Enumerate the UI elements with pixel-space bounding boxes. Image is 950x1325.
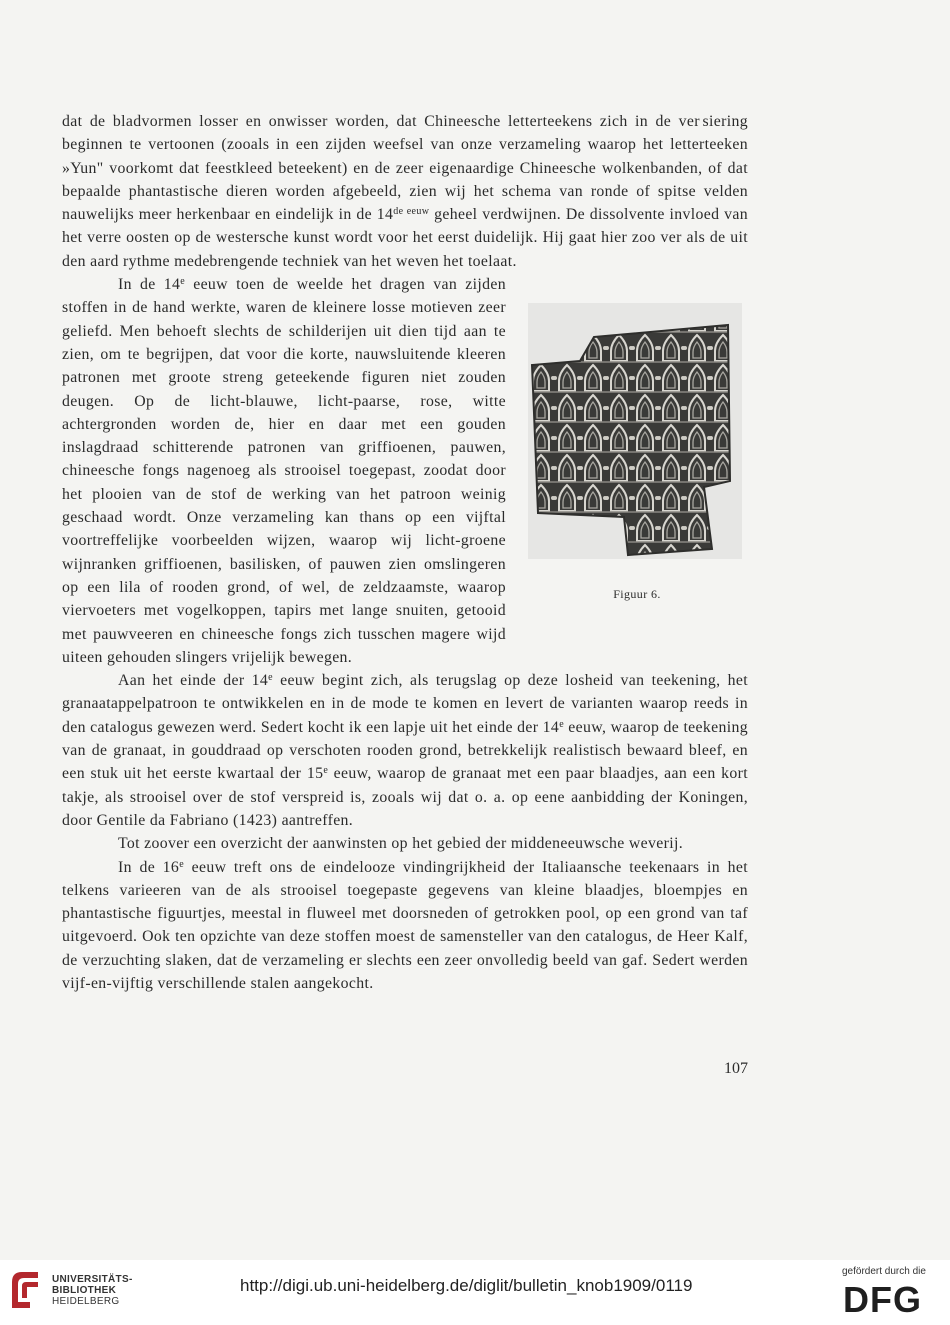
paragraph-3: Aan het einde der 14e eeuw begint zich, als terugslag op deze losheid van teekening, het granaatappelpatroon te ontwikkelen en in de mode te komen en levert de varianten waarop reeds in den catalogus gewezen werd. Sedert kocht ik een lapje uit het einde der 14e eeuw, waarop de teekening van de granaat, in gouddraad op verschoten rooden grond, betrekkelijk realistisch bewaard bleef, en een stuk uit het eerste kwartaal der 15e eeuw, waarop de granaat met een paar blaadjes, aan een kort takje, als strooisel over de stof verspreid is, zooals wij dat o. a. op eene aanbidding der Koningen, door Gentile da Fabriano (1423) aantreffen. bbox=[62, 672, 748, 829]
university-library-name: UNIVERSITÄTS- BIBLIOTHEK HEIDELBERG bbox=[52, 1274, 133, 1307]
figure-caption: Figuur 6. bbox=[613, 587, 661, 602]
paragraph-1: dat de bladvormen losser en onwisser worden, dat Chineesche letterteekens zich in de ver siering beginnen te vertoonen (zooals in een zijden weefsel van onze verzameling waarop het letterteeken »Yun" voorkomt dat feestkleed beteekent) en de zeer eigenaardige Chineesche wolkenbanden, of dat bepaalde phantastische dieren worden afgebeeld, zien wij het schema van ronde of spitse velden nauwelijks meer herkenbaar en eindelijk in de $14^{de eeuw}$ geheel verdwijnen. De dissolvente invloed van het verre oosten op de westersche kunst wordt voor het eerst duidelijk. Hij gaat hier zoo ver als de uit den aard rythme mede brengende techniek van het weven het toelaat. bbox=[62, 113, 748, 270]
textile-fragment-image bbox=[528, 303, 742, 559]
paragraph-2: Figuur 6. In de 14e eeuw toen de weelde het dragen van zijden stoffen in de hand werkte, waren de kleinere losse motieven zeer geliefd. Men behoeft slechts de schilderijen uit dien tijd aan te zien, om te begrijpen, dat voor die korte, nauwsluitende kleeren patronen met groote streng geteekende figuren niet zouden deugen. Op de licht-blauwe, licht-paarse, rose, witte achtergronden worden de, hier en daar met een gouden inslagdraad schitterende patronen van griffioenen, pauwen, chineesche fongs nagenoeg als strooisel toegepast, zoodat door het plooien van de stof de werking van het patroon weinig geschaad wordt. Onze verzameling kan thans op een vijftal voortreffelijke voorbeelden wijzen, waarop wij licht-groene wijnranken griffioenen, basilisken, of pauwen zien omslingeren op een lila of rooden grond, of wel, de zeldzaamste, waarop viervoeters met vogelkoppen, tapirs met lange snuiten, getooid met pauwveeren en chineesche fongs zich tusschen magere wijd uiteen gehouden slingers vrijelijk bewegen. bbox=[62, 273, 748, 669]
footer-bar bbox=[0, 1260, 950, 1325]
permalink-url[interactable]: http://digi.ub.uni-heidelberg.de/diglit/bulletin_knob1909/0119 bbox=[240, 1276, 693, 1295]
superscript: de eeuw bbox=[393, 206, 430, 218]
paragraph-4: Tot zoover een overzicht der aanwinsten op het gebied der middeneeuwsche weverij. bbox=[118, 835, 683, 853]
superscript: e bbox=[179, 858, 184, 870]
page-number: 107 bbox=[724, 1060, 748, 1077]
fabric-shape bbox=[532, 325, 730, 555]
body-text bbox=[62, 110, 748, 995]
dfg-logo: DFG bbox=[843, 1279, 922, 1320]
superscript: e bbox=[559, 718, 564, 730]
superscript: e bbox=[268, 672, 273, 684]
figure-6 bbox=[526, 279, 748, 631]
university-library-logo-icon bbox=[8, 1268, 44, 1312]
superscript: e bbox=[180, 276, 186, 288]
superscript: e bbox=[323, 765, 329, 777]
paragraph-5: In de 16e eeuw treft ons de eindelooze vindingrijkheid der Italiaansche teekenaars in het telkens varieeren van de als strooisel toegepaste gegevens van kleine blaadjes, bloempjes en phantastische figuurtjes, meestal in fluweel met doorsneden of getrokken pool, op een grond van taf uitgevoerd. Ook ten opzichte van deze stoffen moest de samensteller van den catalogus, de Heer Kalf, de verzuchting slaken, dat de verzameling er slechts een zeer onvolledig beeld van gaf. Sedert werden vijf-en-vijftig verschillende stalen aangekocht. bbox=[62, 858, 748, 992]
funding-note: gefördert durch die bbox=[842, 1266, 926, 1277]
